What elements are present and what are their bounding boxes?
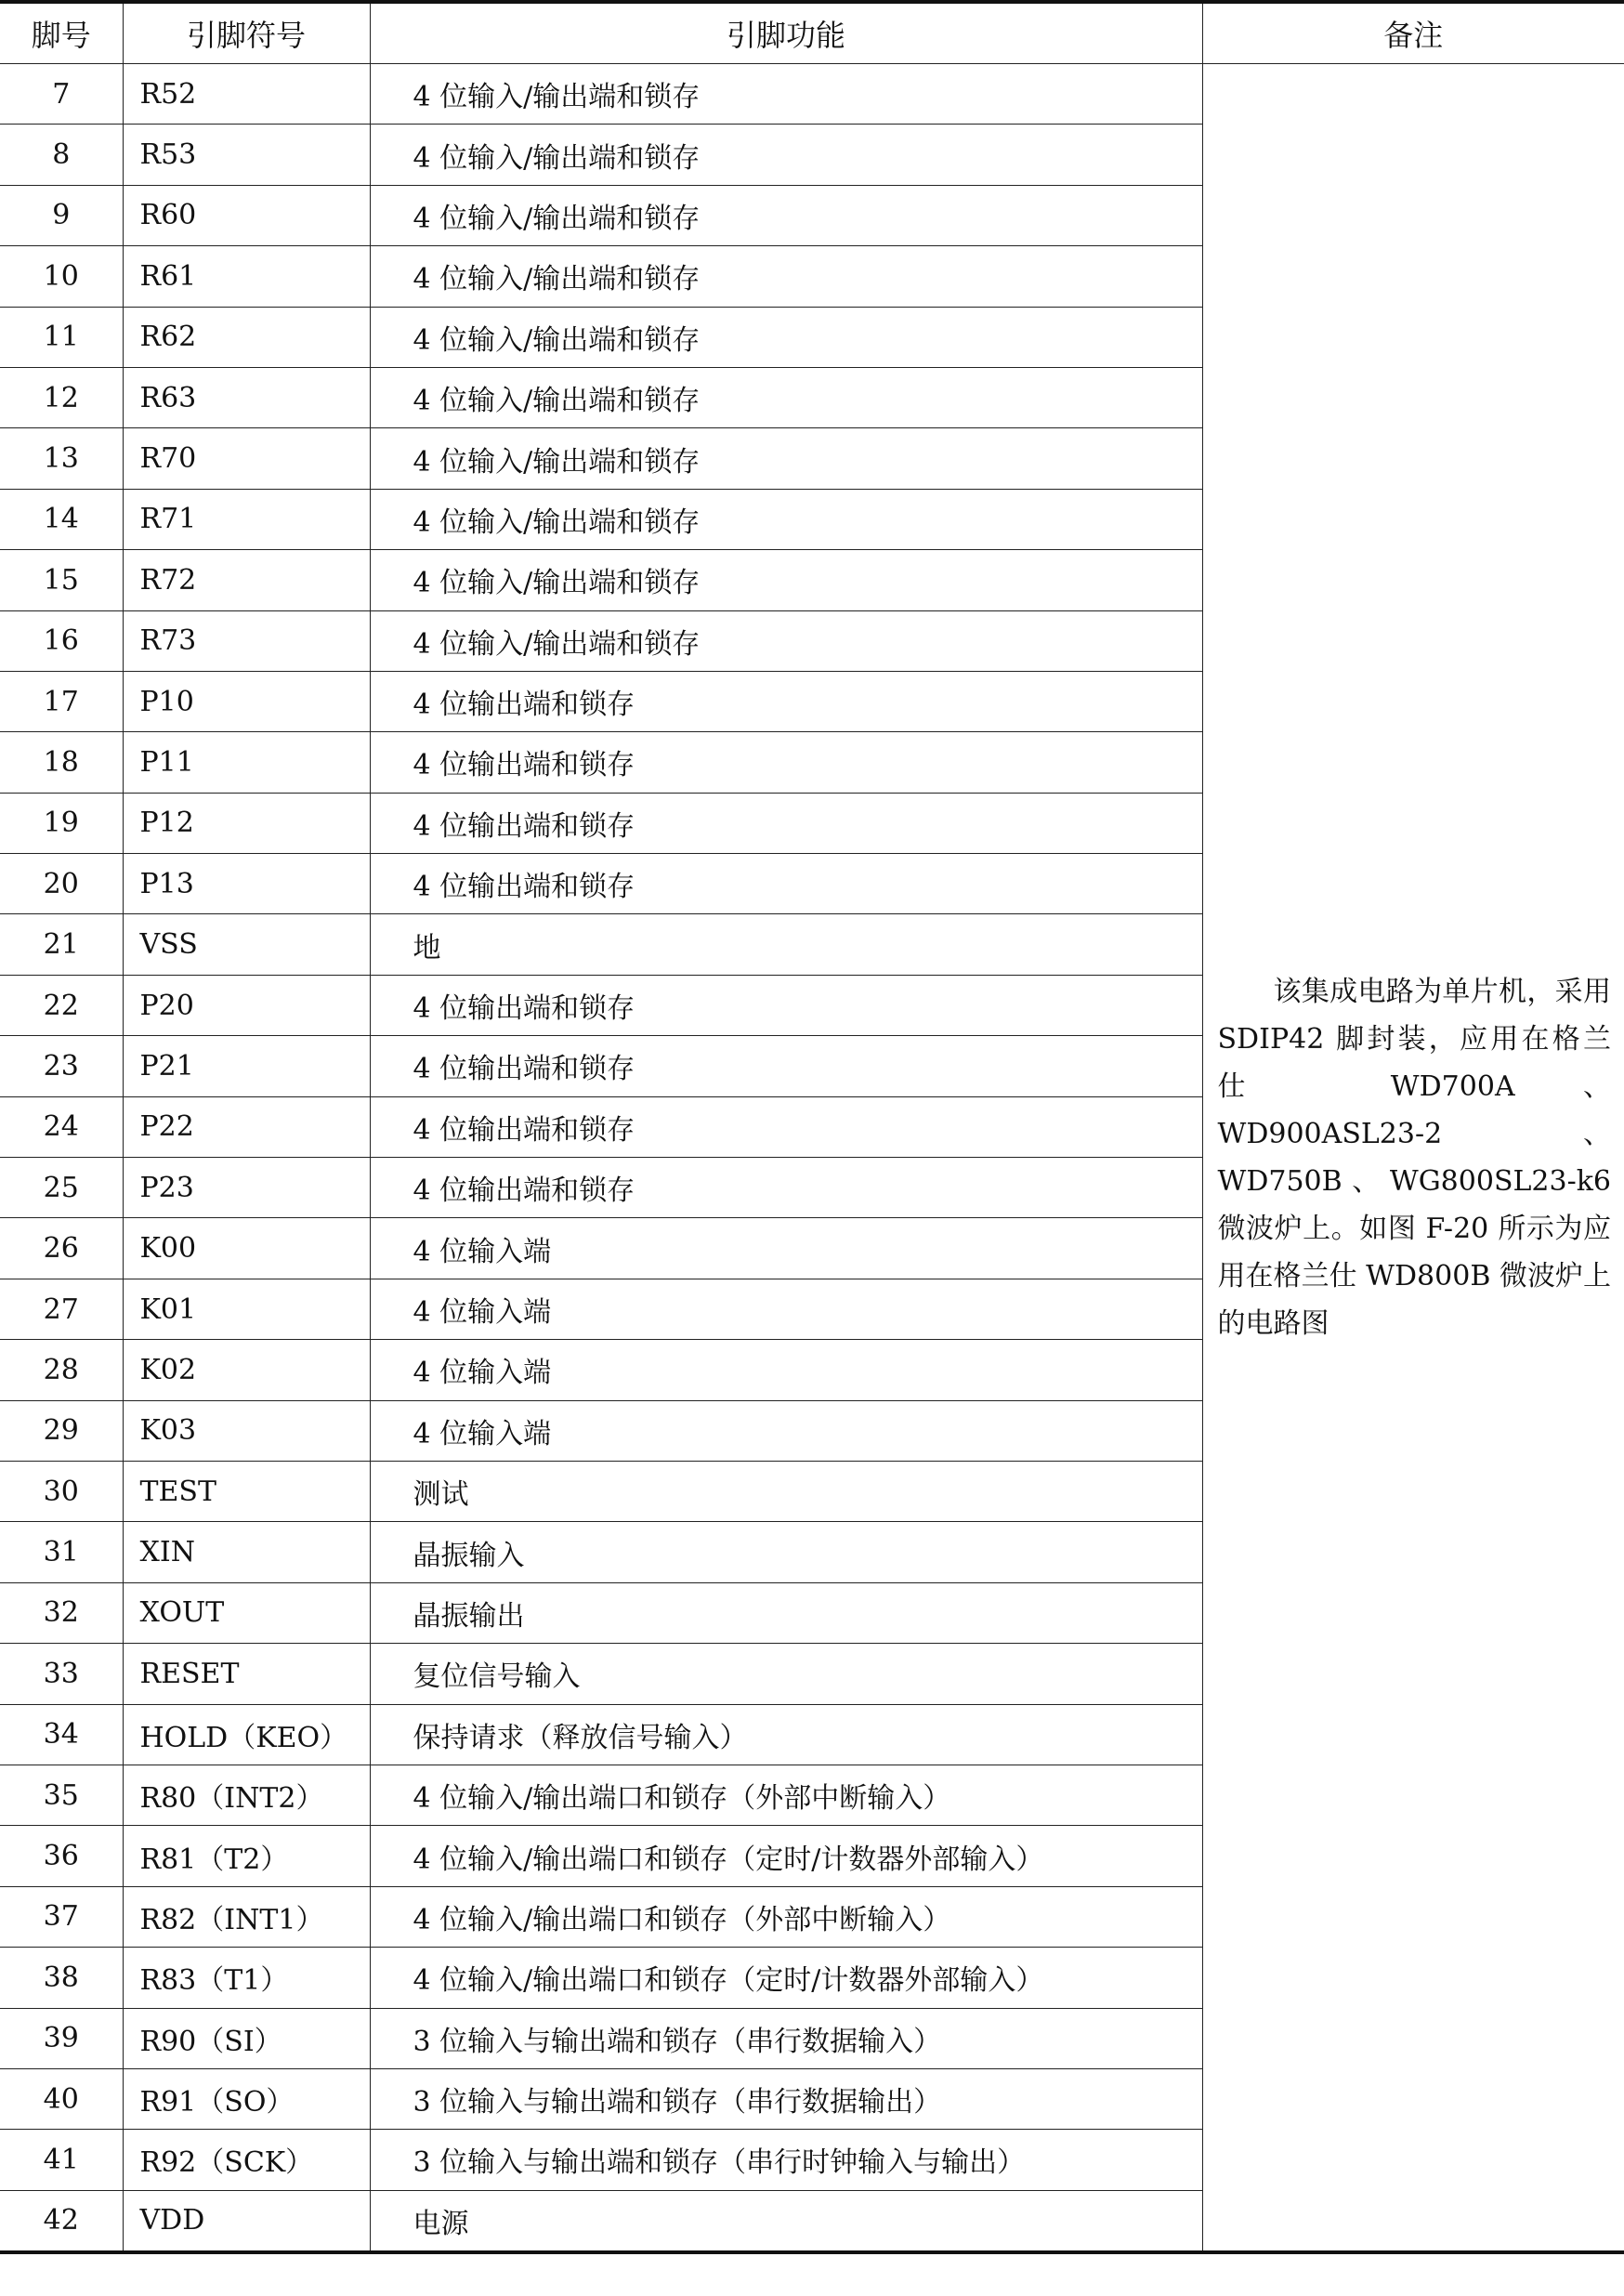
pin-number-cell: 36 <box>0 1826 123 1886</box>
pin-number-cell: 12 <box>0 367 123 427</box>
table-body <box>0 64 1624 2253</box>
pin-function-cell: 4 位输入/输出端口和锁存（外部中断输入） <box>370 1765 1202 1825</box>
pin-number-cell: 40 <box>0 2068 123 2129</box>
pin-number-cell: 39 <box>0 2008 123 2068</box>
pin-symbol-cell: K01 <box>123 1279 370 1339</box>
pin-symbol-cell: R83（T1） <box>123 1948 370 2008</box>
pin-number-cell: 35 <box>0 1765 123 1825</box>
pin-function-cell: 测试 <box>370 1461 1202 1521</box>
pin-number-cell: 19 <box>0 793 123 853</box>
pin-number-cell: 23 <box>0 1036 123 1096</box>
pin-number-cell: 21 <box>0 914 123 975</box>
table-header-row <box>0 2 1624 64</box>
pin-number-cell: 15 <box>0 550 123 610</box>
pin-number-cell: 22 <box>0 975 123 1035</box>
pin-symbol-cell: P13 <box>123 854 370 914</box>
pin-symbol-cell: R61 <box>123 246 370 307</box>
pin-symbol-cell: RESET <box>123 1644 370 1704</box>
pin-symbol-cell: R71 <box>123 489 370 549</box>
pin-symbol-cell: R60 <box>123 185 370 245</box>
pin-number-cell: 9 <box>0 185 123 245</box>
pin-symbol-cell: P22 <box>123 1096 370 1157</box>
pin-function-cell: 晶振输入 <box>370 1522 1202 1582</box>
pin-number-cell: 26 <box>0 1218 123 1279</box>
pin-symbol-cell: R73 <box>123 610 370 671</box>
pin-function-cell: 4 位输入/输出端口和锁存（定时/计数器外部输入） <box>370 1948 1202 2008</box>
pin-symbol-cell: R53 <box>123 125 370 185</box>
pin-function-cell: 4 位输入/输出端和锁存 <box>370 610 1202 671</box>
pin-symbol-cell: P23 <box>123 1158 370 1218</box>
pin-symbol-cell: K02 <box>123 1340 370 1400</box>
pin-function-cell: 4 位输入/输出端和锁存 <box>370 367 1202 427</box>
pin-symbol-cell: XIN <box>123 1522 370 1582</box>
pin-number-cell: 37 <box>0 1886 123 1947</box>
pin-function-cell: 4 位输出端和锁存 <box>370 671 1202 731</box>
header-note: 备注 <box>1202 2 1624 64</box>
pin-symbol-cell: P20 <box>123 975 370 1035</box>
pin-number-cell: 20 <box>0 854 123 914</box>
pin-number-cell: 13 <box>0 428 123 489</box>
pin-number-cell: 31 <box>0 1522 123 1582</box>
pin-number-cell: 30 <box>0 1461 123 1521</box>
pin-number-cell: 11 <box>0 307 123 367</box>
pin-symbol-cell: P12 <box>123 793 370 853</box>
pin-function-cell: 4 位输入/输出端和锁存 <box>370 246 1202 307</box>
pin-function-cell: 电源 <box>370 2190 1202 2252</box>
pin-symbol-cell: K03 <box>123 1400 370 1461</box>
pin-number-cell: 27 <box>0 1279 123 1339</box>
pin-function-cell: 4 位输入/输出端和锁存 <box>370 489 1202 549</box>
pin-symbol-cell: R80（INT2） <box>123 1765 370 1825</box>
pin-function-cell: 4 位输入/输出端口和锁存（外部中断输入） <box>370 1886 1202 1947</box>
pin-symbol-cell: R62 <box>123 307 370 367</box>
pin-function-cell: 4 位输出端和锁存 <box>370 1096 1202 1157</box>
pin-symbol-cell: R63 <box>123 367 370 427</box>
pin-number-cell: 16 <box>0 610 123 671</box>
pin-function-cell: 保持请求（释放信号输入） <box>370 1704 1202 1765</box>
note-cell: 该集成电路为单片机，采用 SDIP42 脚封装，应用在格兰仕 WD700A、WD900ASL23-2、WD750B、WG800SL23-k6 微波炉上。如图 F-20 所示为应用在格兰仕 WD800B 微波炉上的电路图 <box>1202 64 1624 2253</box>
pin-symbol-cell: R91（SO） <box>123 2068 370 2129</box>
pin-function-cell: 4 位输入/输出端和锁存 <box>370 428 1202 489</box>
pin-symbol-cell: HOLD（KEO） <box>123 1704 370 1765</box>
header-pin: 脚号 <box>0 2 123 64</box>
pin-symbol-cell: R70 <box>123 428 370 489</box>
pin-function-cell: 4 位输入端 <box>370 1279 1202 1339</box>
pin-function-cell: 4 位输出端和锁存 <box>370 732 1202 793</box>
pin-number-cell: 25 <box>0 1158 123 1218</box>
pin-function-cell: 4 位输入端 <box>370 1340 1202 1400</box>
pin-symbol-cell: R81（T2） <box>123 1826 370 1886</box>
pin-number-cell: 32 <box>0 1582 123 1643</box>
pin-number-cell: 33 <box>0 1644 123 1704</box>
pin-function-cell: 4 位输出端和锁存 <box>370 854 1202 914</box>
pin-number-cell: 14 <box>0 489 123 549</box>
pin-number-cell: 41 <box>0 2130 123 2190</box>
pin-symbol-cell: P10 <box>123 671 370 731</box>
pin-symbol-cell: VSS <box>123 914 370 975</box>
table-row <box>0 64 1624 125</box>
pin-number-cell: 8 <box>0 125 123 185</box>
pin-symbol-cell: P11 <box>123 732 370 793</box>
pin-function-cell: 4 位输入端 <box>370 1400 1202 1461</box>
pin-number-cell: 29 <box>0 1400 123 1461</box>
pin-symbol-cell: R72 <box>123 550 370 610</box>
pin-function-cell: 复位信号输入 <box>370 1644 1202 1704</box>
header-function: 引脚功能 <box>370 2 1202 64</box>
pin-function-cell: 4 位输入/输出端和锁存 <box>370 307 1202 367</box>
pin-symbol-cell: XOUT <box>123 1582 370 1643</box>
pin-function-cell: 4 位输出端和锁存 <box>370 793 1202 853</box>
pin-function-cell: 4 位输出端和锁存 <box>370 1158 1202 1218</box>
pin-number-cell: 28 <box>0 1340 123 1400</box>
pin-function-cell: 4 位输入/输出端和锁存 <box>370 64 1202 125</box>
pin-number-cell: 18 <box>0 732 123 793</box>
pin-symbol-cell: R82（INT1） <box>123 1886 370 1947</box>
pin-function-cell: 4 位输入/输出端口和锁存（定时/计数器外部输入） <box>370 1826 1202 1886</box>
pin-symbol-cell: R52 <box>123 64 370 125</box>
header-symbol: 引脚符号 <box>123 2 370 64</box>
pin-function-cell: 4 位输出端和锁存 <box>370 975 1202 1035</box>
pin-symbol-cell: R90（SI） <box>123 2008 370 2068</box>
pin-number-cell: 7 <box>0 64 123 125</box>
pin-function-cell: 4 位输入端 <box>370 1218 1202 1279</box>
pin-number-cell: 34 <box>0 1704 123 1765</box>
pin-number-cell: 42 <box>0 2190 123 2252</box>
pin-function-cell: 4 位输入/输出端和锁存 <box>370 550 1202 610</box>
pin-function-cell: 4 位输入/输出端和锁存 <box>370 125 1202 185</box>
pin-symbol-cell: TEST <box>123 1461 370 1521</box>
pin-number-cell: 24 <box>0 1096 123 1157</box>
pin-function-cell: 3 位输入与输出端和锁存（串行数据输出） <box>370 2068 1202 2129</box>
pin-function-cell: 晶振输出 <box>370 1582 1202 1643</box>
pin-symbol-cell: R92（SCK） <box>123 2130 370 2190</box>
pin-symbol-cell: VDD <box>123 2190 370 2252</box>
pin-function-cell: 地 <box>370 914 1202 975</box>
pin-function-cell: 3 位输入与输出端和锁存（串行数据输入） <box>370 2008 1202 2068</box>
pin-function-cell: 4 位输出端和锁存 <box>370 1036 1202 1096</box>
pin-symbol-cell: K00 <box>123 1218 370 1279</box>
pin-function-cell: 4 位输入/输出端和锁存 <box>370 185 1202 245</box>
pin-number-cell: 38 <box>0 1948 123 2008</box>
pin-symbol-cell: P21 <box>123 1036 370 1096</box>
pin-function-cell: 3 位输入与输出端和锁存（串行时钟输入与输出） <box>370 2130 1202 2190</box>
pin-number-cell: 17 <box>0 671 123 731</box>
pin-number-cell: 10 <box>0 246 123 307</box>
